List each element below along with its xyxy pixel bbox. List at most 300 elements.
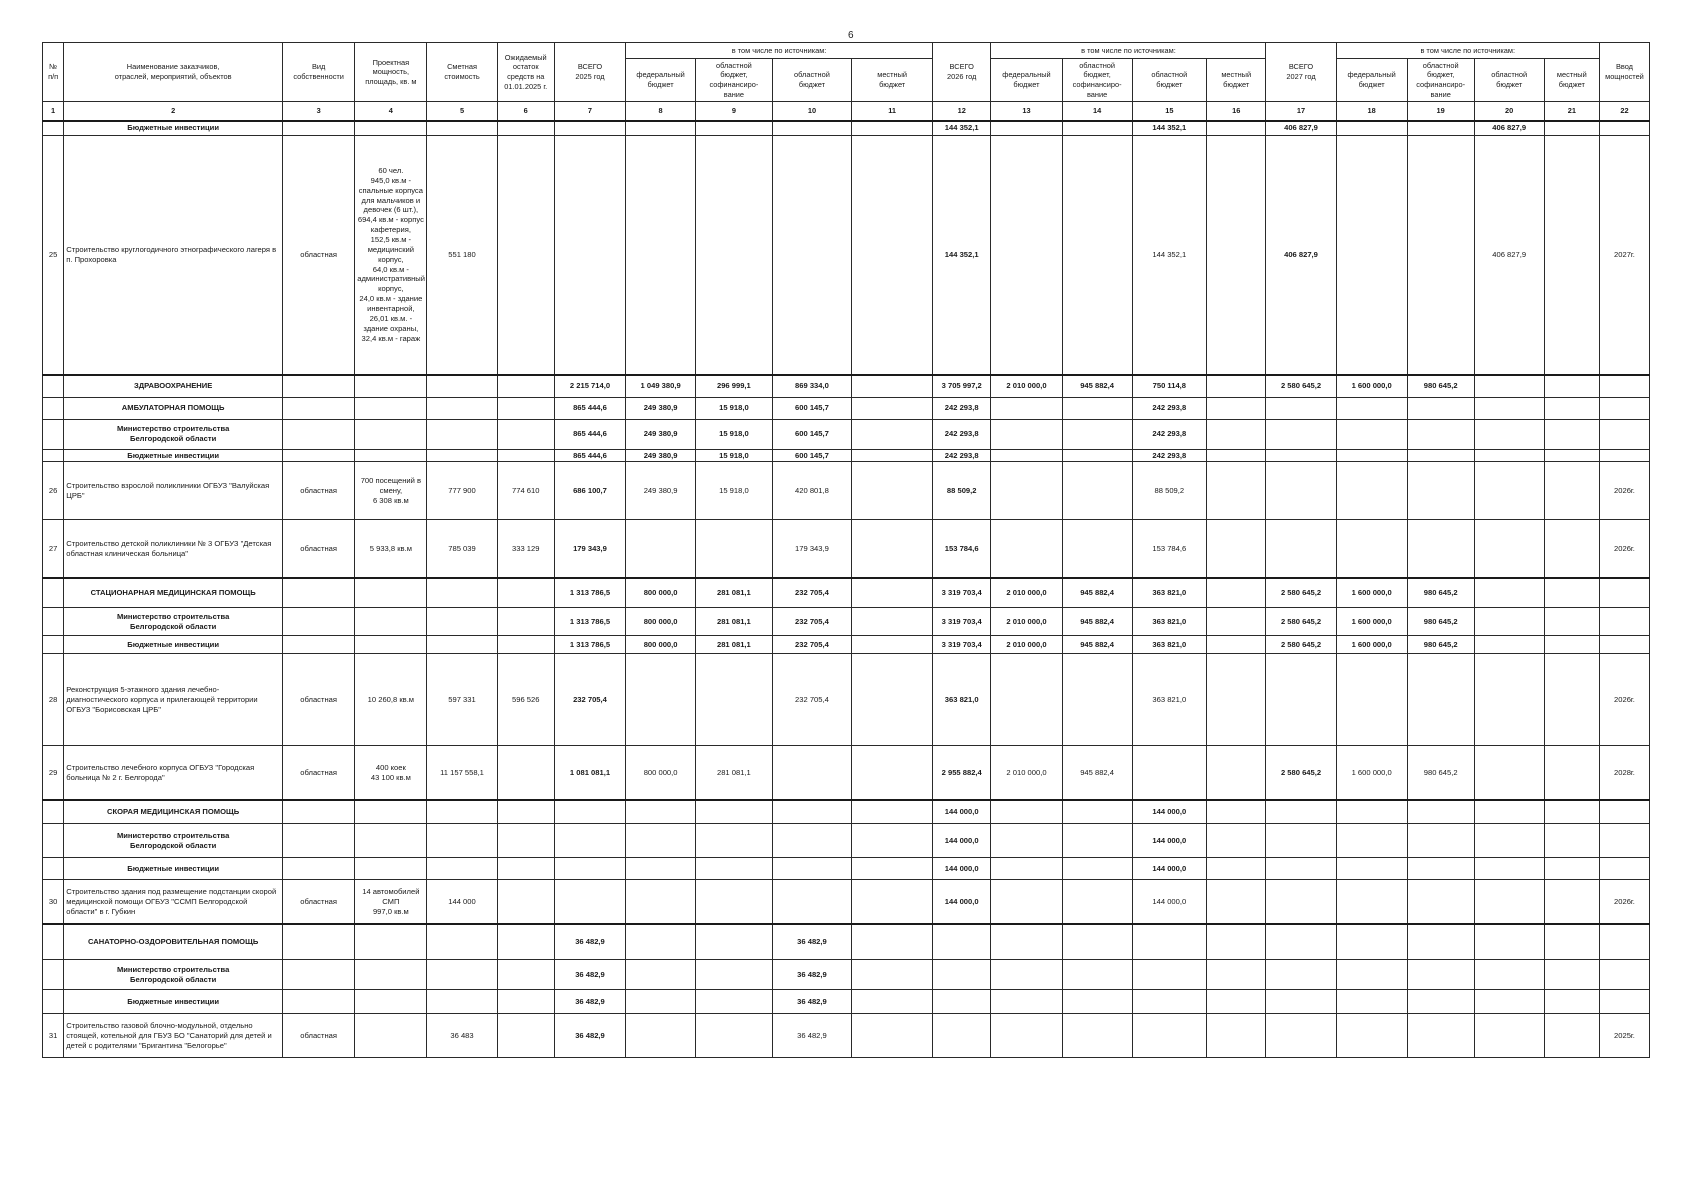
- section-row: [43, 924, 1650, 960]
- amount-cell: 865 444,6: [554, 449, 625, 462]
- row-number: 31: [43, 1014, 64, 1058]
- amount-cell: 363 821,0: [1132, 636, 1206, 654]
- amount-cell: [852, 520, 933, 578]
- ownership-cell: областная: [283, 135, 355, 375]
- object-row: [43, 462, 1650, 520]
- amount-cell: 363 821,0: [1132, 654, 1206, 746]
- amount-cell: [696, 520, 772, 578]
- amount-cell: [696, 824, 772, 858]
- capacity-cell: [355, 419, 427, 449]
- amount-cell: [772, 135, 852, 375]
- amount-cell: [497, 924, 554, 960]
- amount-cell: 144 000,0: [1132, 880, 1206, 924]
- amount-cell: 2 580 645,2: [1266, 375, 1336, 397]
- section-row: [43, 419, 1650, 449]
- amount-cell: 3 705 997,2: [933, 375, 991, 397]
- amount-cell: [1207, 924, 1266, 960]
- amount-cell: 232 705,4: [772, 636, 852, 654]
- amount-cell: [852, 654, 933, 746]
- amount-cell: [1062, 1014, 1132, 1058]
- amount-cell: [497, 800, 554, 824]
- row-title: СТАЦИОНАРНАЯ МЕДИЦИНСКАЯ ПОМОЩЬ: [64, 578, 283, 608]
- ownership-cell: [283, 608, 355, 636]
- amount-cell: [1266, 858, 1336, 880]
- amount-cell: [1407, 121, 1474, 135]
- amount-cell: 406 827,9: [1266, 135, 1336, 375]
- commissioning-cell: 2026г.: [1599, 462, 1649, 520]
- amount-cell: 945 882,4: [1062, 375, 1132, 397]
- column-number: 19: [1407, 102, 1474, 122]
- amount-cell: [554, 858, 625, 880]
- header-ownership: Вид собственности: [283, 43, 355, 102]
- capacity-cell: 10 260,8 кв.м: [355, 654, 427, 746]
- amount-cell: [1266, 462, 1336, 520]
- amount-cell: [626, 520, 696, 578]
- amount-cell: [852, 746, 933, 800]
- amount-cell: 686 100,7: [554, 462, 625, 520]
- amount-cell: [991, 449, 1062, 462]
- amount-cell: 88 509,2: [1132, 462, 1206, 520]
- column-number: 17: [1266, 102, 1336, 122]
- column-number: 5: [427, 102, 497, 122]
- amount-cell: [991, 397, 1062, 419]
- amount-cell: [497, 960, 554, 990]
- amount-cell: [554, 880, 625, 924]
- commissioning-cell: [1599, 449, 1649, 462]
- amount-cell: [497, 608, 554, 636]
- amount-cell: [1336, 924, 1407, 960]
- commissioning-cell: [1599, 578, 1649, 608]
- amount-cell: [1407, 1014, 1474, 1058]
- amount-cell: [1266, 397, 1336, 419]
- commissioning-cell: [1599, 858, 1649, 880]
- amount-cell: [1062, 520, 1132, 578]
- row-title: Реконструкция 5-этажного здания лечебно-диагностического корпуса и прилегающей территории ОГБУЗ "Борисовская ЦРБ": [64, 654, 283, 746]
- column-number: 12: [933, 102, 991, 122]
- amount-cell: 2 580 645,2: [1266, 746, 1336, 800]
- row-number: 29: [43, 746, 64, 800]
- row-title: Министерство строительства Белгородской области: [64, 960, 283, 990]
- amount-cell: 1 313 786,5: [554, 636, 625, 654]
- header-expected-balance: Ожидаемый остаток средств на 01.01.2025 г.: [497, 43, 554, 102]
- amount-cell: [497, 858, 554, 880]
- amount-cell: 1 049 380,9: [626, 375, 696, 397]
- amount-cell: 36 482,9: [554, 1014, 625, 1058]
- amount-cell: [1207, 800, 1266, 824]
- amount-cell: [1407, 880, 1474, 924]
- header-total-2025: ВСЕГО 2025 год: [554, 43, 625, 102]
- amount-cell: [772, 746, 852, 800]
- amount-cell: [427, 858, 497, 880]
- amount-cell: 980 645,2: [1407, 636, 1474, 654]
- amount-cell: [1266, 824, 1336, 858]
- header-sources-2026: в том числе по источникам:: [991, 43, 1266, 59]
- amount-cell: [696, 800, 772, 824]
- budget-investment-table: [42, 42, 1650, 1058]
- amount-cell: 800 000,0: [626, 608, 696, 636]
- amount-cell: [852, 880, 933, 924]
- amount-cell: 406 827,9: [1474, 121, 1544, 135]
- row-number: 27: [43, 520, 64, 578]
- amount-cell: [1474, 419, 1544, 449]
- amount-cell: 600 145,7: [772, 449, 852, 462]
- amount-cell: [1132, 746, 1206, 800]
- amount-cell: 2 580 645,2: [1266, 636, 1336, 654]
- commissioning-cell: [1599, 375, 1649, 397]
- amount-cell: [1407, 419, 1474, 449]
- column-number: 16: [1207, 102, 1266, 122]
- amount-cell: [1207, 578, 1266, 608]
- ownership-cell: [283, 960, 355, 990]
- amount-cell: 144 000,0: [1132, 858, 1206, 880]
- amount-cell: [626, 880, 696, 924]
- row-title: Строительство здания под размещение подстанции скорой медицинской помощи ОГБУЗ "ССМП Белгородской области" в г. Губкин: [64, 880, 283, 924]
- amount-cell: 242 293,8: [1132, 419, 1206, 449]
- amount-cell: [1544, 397, 1599, 419]
- amount-cell: [1474, 654, 1544, 746]
- amount-cell: 144 000,0: [933, 858, 991, 880]
- amount-cell: [1336, 419, 1407, 449]
- amount-cell: [1544, 375, 1599, 397]
- commissioning-cell: [1599, 121, 1649, 135]
- amount-cell: [1544, 121, 1599, 135]
- amount-cell: [1544, 449, 1599, 462]
- capacity-cell: 5 933,8 кв.м: [355, 520, 427, 578]
- amount-cell: [1207, 375, 1266, 397]
- amount-cell: [1207, 449, 1266, 462]
- header-name: Наименование заказчиков, отраслей, мероприятий, объектов: [64, 43, 283, 102]
- ownership-cell: [283, 578, 355, 608]
- amount-cell: [497, 824, 554, 858]
- header-federal-2027: федеральный бюджет: [1336, 59, 1407, 102]
- amount-cell: [1544, 924, 1599, 960]
- capacity-cell: [355, 824, 427, 858]
- amount-cell: [1474, 520, 1544, 578]
- row-number: [43, 397, 64, 419]
- row-number: 30: [43, 880, 64, 924]
- capacity-cell: [355, 924, 427, 960]
- amount-cell: [696, 121, 772, 135]
- amount-cell: [1062, 462, 1132, 520]
- amount-cell: [1062, 121, 1132, 135]
- amount-cell: [1062, 880, 1132, 924]
- amount-cell: [1266, 449, 1336, 462]
- amount-cell: [497, 880, 554, 924]
- amount-cell: 945 882,4: [1062, 608, 1132, 636]
- amount-cell: 945 882,4: [1062, 578, 1132, 608]
- amount-cell: [427, 924, 497, 960]
- amount-cell: 2 955 882,4: [933, 746, 991, 800]
- amount-cell: [427, 121, 497, 135]
- ownership-cell: областная: [283, 654, 355, 746]
- amount-cell: 2 580 645,2: [1266, 578, 1336, 608]
- amount-cell: 406 827,9: [1474, 135, 1544, 375]
- amount-cell: 242 293,8: [933, 419, 991, 449]
- header-sources-2025: в том числе по источникам:: [626, 43, 933, 59]
- amount-cell: 36 482,9: [772, 960, 852, 990]
- amount-cell: 232 705,4: [772, 654, 852, 746]
- section-row: [43, 375, 1650, 397]
- amount-cell: [696, 990, 772, 1014]
- commissioning-cell: [1599, 419, 1649, 449]
- amount-cell: [1407, 135, 1474, 375]
- row-title: Министерство строительства Белгородской области: [64, 824, 283, 858]
- header-federal-2025: федеральный бюджет: [626, 59, 696, 102]
- object-row: [43, 880, 1650, 924]
- amount-cell: 600 145,7: [772, 419, 852, 449]
- section-row: [43, 858, 1650, 880]
- amount-cell: [1407, 397, 1474, 419]
- amount-cell: 865 444,6: [554, 397, 625, 419]
- amount-cell: [1544, 990, 1599, 1014]
- amount-cell: [1266, 520, 1336, 578]
- capacity-cell: 400 коек 43 100 кв.м: [355, 746, 427, 800]
- capacity-cell: [355, 858, 427, 880]
- amount-cell: [497, 990, 554, 1014]
- amount-cell: [1266, 654, 1336, 746]
- column-number: 11: [852, 102, 933, 122]
- amount-cell: [1336, 1014, 1407, 1058]
- amount-cell: [991, 990, 1062, 1014]
- capacity-cell: [355, 800, 427, 824]
- amount-cell: [497, 135, 554, 375]
- amount-cell: [1062, 654, 1132, 746]
- amount-cell: [1544, 824, 1599, 858]
- amount-cell: [1062, 135, 1132, 375]
- amount-cell: 420 801,8: [772, 462, 852, 520]
- row-title: ЗДРАВООХРАНЕНИЕ: [64, 375, 283, 397]
- row-title: Бюджетные инвестиции: [64, 858, 283, 880]
- row-number: [43, 636, 64, 654]
- amount-cell: [1207, 419, 1266, 449]
- amount-cell: 406 827,9: [1266, 121, 1336, 135]
- amount-cell: [696, 960, 772, 990]
- amount-cell: [1207, 880, 1266, 924]
- amount-cell: [991, 880, 1062, 924]
- amount-cell: 1 600 000,0: [1336, 578, 1407, 608]
- amount-cell: [1407, 654, 1474, 746]
- ownership-cell: [283, 858, 355, 880]
- amount-cell: [427, 824, 497, 858]
- capacity-cell: 14 автомобилей СМП 997,0 кв.м: [355, 880, 427, 924]
- column-number: 10: [772, 102, 852, 122]
- amount-cell: 865 444,6: [554, 419, 625, 449]
- commissioning-cell: 2028г.: [1599, 746, 1649, 800]
- amount-cell: [497, 121, 554, 135]
- ownership-cell: [283, 419, 355, 449]
- amount-cell: 774 610: [497, 462, 554, 520]
- header-regional-2025: областной бюджет: [772, 59, 852, 102]
- amount-cell: [933, 1014, 991, 1058]
- header-sources-2027: в том числе по источникам:: [1336, 43, 1599, 59]
- amount-cell: [1132, 990, 1206, 1014]
- header-commissioning: Ввод мощностей: [1599, 43, 1649, 102]
- amount-cell: 153 784,6: [1132, 520, 1206, 578]
- amount-cell: [1474, 800, 1544, 824]
- amount-cell: [1336, 824, 1407, 858]
- section-row: [43, 824, 1650, 858]
- table-body: [43, 121, 1650, 1058]
- commissioning-cell: 2026г.: [1599, 880, 1649, 924]
- capacity-cell: [355, 121, 427, 135]
- amount-cell: [554, 824, 625, 858]
- ownership-cell: [283, 636, 355, 654]
- amount-cell: 144 000,0: [1132, 824, 1206, 858]
- amount-cell: [1544, 419, 1599, 449]
- column-number: 18: [1336, 102, 1407, 122]
- ownership-cell: [283, 121, 355, 135]
- object-row: [43, 746, 1650, 800]
- column-number: 8: [626, 102, 696, 122]
- row-number: 26: [43, 462, 64, 520]
- amount-cell: [1474, 578, 1544, 608]
- amount-cell: [852, 578, 933, 608]
- amount-cell: 36 482,9: [554, 924, 625, 960]
- column-number: 20: [1474, 102, 1544, 122]
- header-number: № п/п: [43, 43, 64, 102]
- commissioning-cell: [1599, 924, 1649, 960]
- amount-cell: [1132, 924, 1206, 960]
- amount-cell: [852, 824, 933, 858]
- section-row: [43, 121, 1650, 135]
- amount-cell: 144 352,1: [1132, 121, 1206, 135]
- amount-cell: 869 334,0: [772, 375, 852, 397]
- amount-cell: [1207, 462, 1266, 520]
- capacity-cell: [355, 960, 427, 990]
- amount-cell: [1266, 924, 1336, 960]
- amount-cell: [1544, 578, 1599, 608]
- object-row: [43, 1014, 1650, 1058]
- amount-cell: [696, 858, 772, 880]
- column-number: 21: [1544, 102, 1599, 122]
- capacity-cell: [355, 608, 427, 636]
- commissioning-cell: [1599, 636, 1649, 654]
- amount-cell: 36 482,9: [554, 960, 625, 990]
- amount-cell: 144 000,0: [933, 800, 991, 824]
- amount-cell: 363 821,0: [1132, 608, 1206, 636]
- row-number: 28: [43, 654, 64, 746]
- amount-cell: [1062, 924, 1132, 960]
- ownership-cell: областная: [283, 520, 355, 578]
- amount-cell: [852, 462, 933, 520]
- amount-cell: [626, 654, 696, 746]
- amount-cell: 1 313 786,5: [554, 578, 625, 608]
- amount-cell: [1474, 397, 1544, 419]
- amount-cell: [1544, 858, 1599, 880]
- amount-cell: [1336, 880, 1407, 924]
- row-number: 25: [43, 135, 64, 375]
- amount-cell: 144 000: [427, 880, 497, 924]
- amount-cell: [497, 636, 554, 654]
- amount-cell: [1207, 824, 1266, 858]
- amount-cell: [991, 858, 1062, 880]
- amount-cell: [1544, 960, 1599, 990]
- commissioning-cell: [1599, 608, 1649, 636]
- capacity-cell: [355, 578, 427, 608]
- row-number: [43, 924, 64, 960]
- row-title: Строительство лечебного корпуса ОГБУЗ "Городская больница № 2 г. Белгорода": [64, 746, 283, 800]
- amount-cell: [1336, 800, 1407, 824]
- amount-cell: 2 010 000,0: [991, 636, 1062, 654]
- amount-cell: 1 313 786,5: [554, 608, 625, 636]
- amount-cell: 980 645,2: [1407, 608, 1474, 636]
- amount-cell: 144 000,0: [933, 880, 991, 924]
- amount-cell: 600 145,7: [772, 397, 852, 419]
- amount-cell: 15 918,0: [696, 449, 772, 462]
- amount-cell: [427, 578, 497, 608]
- amount-cell: 144 352,1: [933, 121, 991, 135]
- capacity-cell: [355, 449, 427, 462]
- amount-cell: 363 821,0: [933, 654, 991, 746]
- row-title: Бюджетные инвестиции: [64, 121, 283, 135]
- amount-cell: [1407, 824, 1474, 858]
- header-cofin-2025: областной бюджет, софинансиро- вание: [696, 59, 772, 102]
- amount-cell: 980 645,2: [1407, 746, 1474, 800]
- amount-cell: 249 380,9: [626, 449, 696, 462]
- amount-cell: 1 600 000,0: [1336, 636, 1407, 654]
- amount-cell: 88 509,2: [933, 462, 991, 520]
- amount-cell: [1407, 520, 1474, 578]
- amount-cell: [1336, 654, 1407, 746]
- header-local-2027: местный бюджет: [1544, 59, 1599, 102]
- amount-cell: [554, 121, 625, 135]
- amount-cell: [1207, 960, 1266, 990]
- amount-cell: 363 821,0: [1132, 578, 1206, 608]
- amount-cell: 1 081 081,1: [554, 746, 625, 800]
- amount-cell: [1062, 449, 1132, 462]
- capacity-cell: [355, 990, 427, 1014]
- amount-cell: 800 000,0: [626, 578, 696, 608]
- amount-cell: [852, 1014, 933, 1058]
- amount-cell: [1207, 990, 1266, 1014]
- amount-cell: [1544, 135, 1599, 375]
- amount-cell: 980 645,2: [1407, 578, 1474, 608]
- amount-cell: [852, 375, 933, 397]
- amount-cell: 153 784,6: [933, 520, 991, 578]
- header-estimated-cost: Сметная стоимость: [427, 43, 497, 102]
- ownership-cell: [283, 924, 355, 960]
- amount-cell: 945 882,4: [1062, 746, 1132, 800]
- amount-cell: 144 000,0: [1132, 800, 1206, 824]
- amount-cell: [497, 375, 554, 397]
- column-number: 15: [1132, 102, 1206, 122]
- column-number: 2: [64, 102, 283, 122]
- row-title: Министерство строительства Белгородской области: [64, 608, 283, 636]
- amount-cell: [991, 824, 1062, 858]
- amount-cell: [1266, 880, 1336, 924]
- row-title: СКОРАЯ МЕДИЦИНСКАЯ ПОМОЩЬ: [64, 800, 283, 824]
- amount-cell: [1336, 858, 1407, 880]
- section-row: [43, 960, 1650, 990]
- amount-cell: [852, 990, 933, 1014]
- amount-cell: [427, 800, 497, 824]
- row-title: Министерство строительства Белгородской области: [64, 419, 283, 449]
- amount-cell: [626, 121, 696, 135]
- amount-cell: [852, 397, 933, 419]
- commissioning-cell: [1599, 397, 1649, 419]
- amount-cell: [554, 135, 625, 375]
- column-number: 9: [696, 102, 772, 122]
- amount-cell: [1544, 800, 1599, 824]
- amount-cell: 333 129: [497, 520, 554, 578]
- amount-cell: [1474, 449, 1544, 462]
- amount-cell: [772, 858, 852, 880]
- amount-cell: [1474, 746, 1544, 800]
- amount-cell: [772, 824, 852, 858]
- amount-cell: 551 180: [427, 135, 497, 375]
- header-federal-2026: федеральный бюджет: [991, 59, 1062, 102]
- amount-cell: 36 482,9: [772, 1014, 852, 1058]
